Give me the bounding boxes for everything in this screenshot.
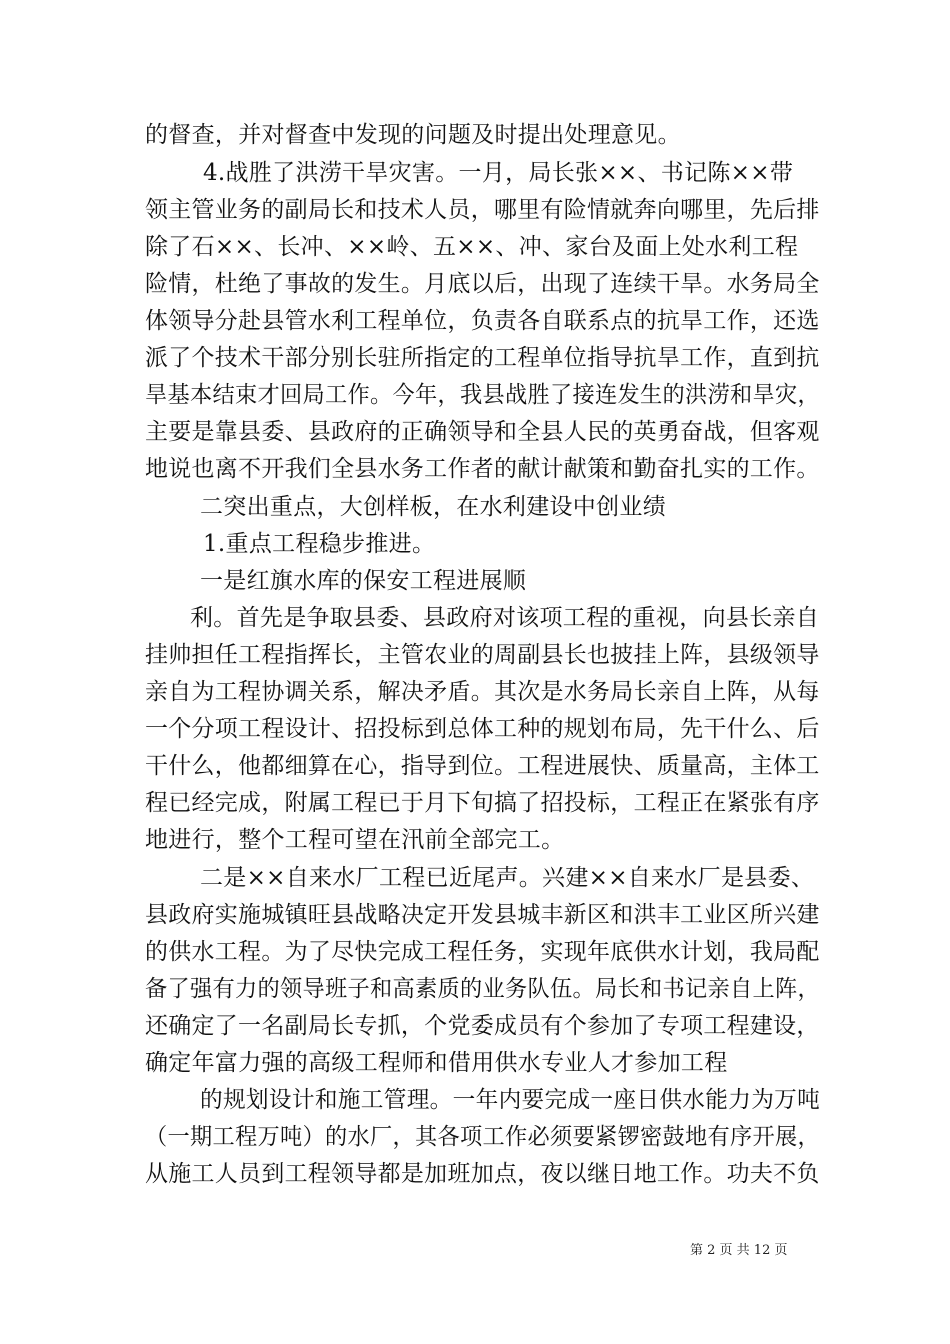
- section-heading: 二突出重点，大创样板，在水利建设中创业绩: [200, 494, 666, 520]
- text-line: 挂帅担任工程指挥长，主管农业的周副县长也披挂上阵，县级领导: [145, 642, 820, 668]
- text-line: 的供水工程。为了尽快完成工程任务，实现年底供水计划，我局配: [145, 939, 820, 965]
- text-line: 派了个技术干部分别长驻所指定的工程单位指导抗旱工作，直到抗: [145, 345, 820, 371]
- text-line: 一是红旗水库的保安工程进展顺: [200, 568, 527, 594]
- text-line: 亲自为工程协调关系，解决矛盾。其次是水务局长亲自上阵，从每: [145, 679, 820, 705]
- text-line: 的督查，并对督查中发现的问题及时提出处理意见。: [145, 122, 681, 148]
- text-line: 县政府实施城镇旺县战略决定开发县城丰新区和洪丰工业区所兴建: [145, 902, 820, 928]
- text-line: 从施工人员到工程领导都是加班加点，夜以继日地工作。功夫不负: [145, 1161, 820, 1187]
- page-number-footer: 第 2 页 共 12 页: [690, 1243, 788, 1258]
- text-line: 一个分项工程设计、招投标到总体工种的规划布局，先干什么、后: [145, 716, 820, 742]
- text-line: 的规划设计和施工管理。一年内要完成一座日供水能力为万吨: [200, 1087, 821, 1113]
- subsection-heading: 1.重点工程稳步推进。: [203, 531, 436, 557]
- text-line: （一期工程万吨）的水厂，其各项工作必须要紧锣密鼓地有序开展，: [145, 1124, 821, 1150]
- text-line: 确定年富力强的高级工程师和借用供水专业人才参加工程: [145, 1050, 728, 1076]
- text-line: 主要是靠县委、县政府的正确领导和全县人民的英勇奋战，但客观: [145, 419, 820, 445]
- text-line: 备了强有力的领导班子和高素质的业务队伍。局长和书记亲自上阵，: [145, 976, 821, 1002]
- text-line: 除了石××、长冲、××岭、五××、冲、家台及面上处水利工程: [145, 234, 799, 260]
- text-line: 旱基本结束才回局工作。今年，我县战胜了接连发生的洪涝和旱灾，: [145, 382, 821, 408]
- text-line: 利。首先是争取县委、县政府对该项工程的重视，向县长亲自: [190, 605, 820, 631]
- text-line: 程已经完成，附属工程已于月下旬搞了招投标，工程正在紧张有序: [145, 790, 820, 816]
- text-line: 4.战胜了洪涝干旱灾害。一月，局长张××、书记陈××带: [203, 160, 794, 186]
- text-line: 领主管业务的副局长和技术人员，哪里有险情就奔向哪里，先后排: [145, 197, 820, 223]
- text-line: 二是××自来水厂工程已近尾声。兴建××自来水厂是县委、: [200, 865, 815, 891]
- text-line: 地进行，整个工程可望在汛前全部完工。: [145, 827, 565, 853]
- text-line: 还确定了一名副局长专抓，个党委成员有个参加了专项工程建设，: [145, 1013, 820, 1039]
- text-line: 险情，杜绝了事故的发生。月底以后，出现了连续干旱。水务局全: [145, 271, 820, 297]
- text-line: 体领导分赴县管水利工程单位，负责各自联系点的抗旱工作，还选: [145, 308, 820, 334]
- text-line: 干什么，他都细算在心，指导到位。工程进展快、质量高，主体工: [145, 753, 820, 779]
- text-line: 地说也离不开我们全县水务工作者的献计献策和勤奋扎实的工作。: [145, 456, 820, 482]
